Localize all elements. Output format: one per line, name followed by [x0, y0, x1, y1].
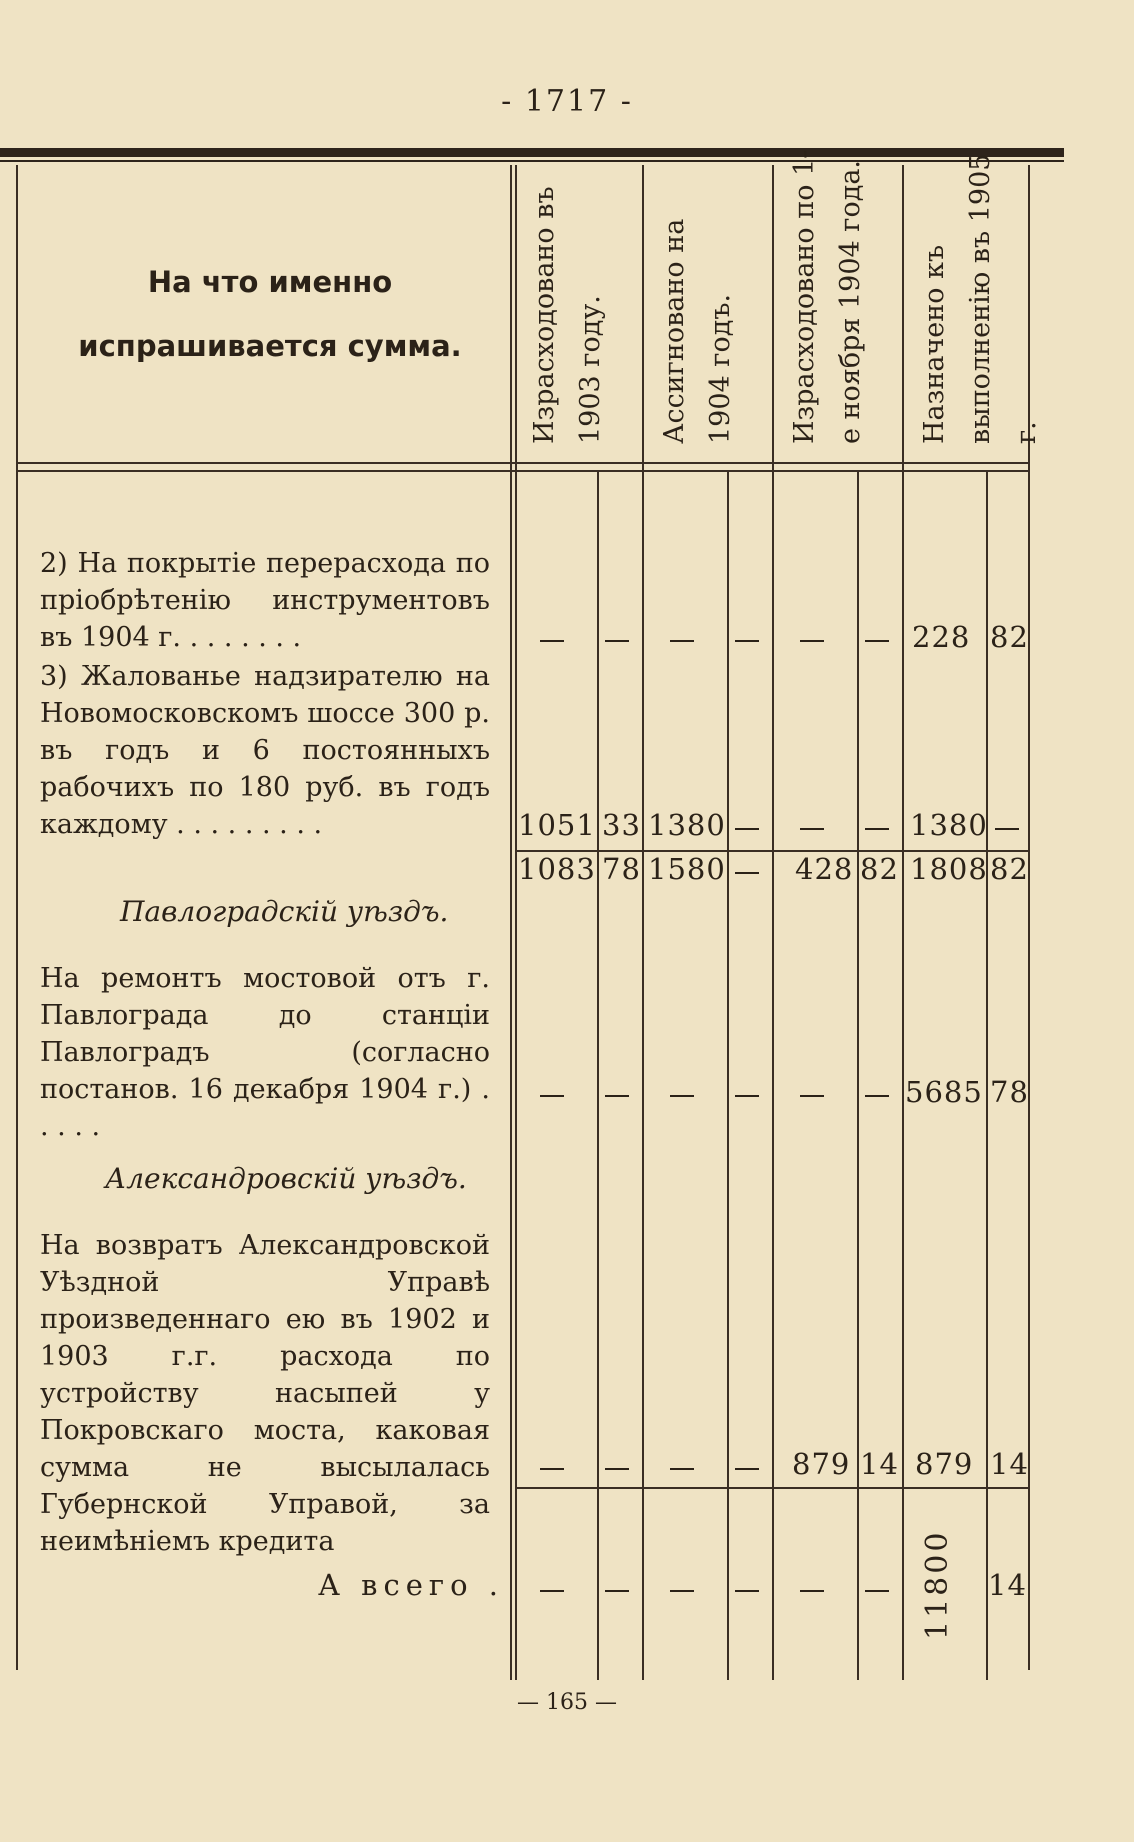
header-rule: [16, 462, 1028, 464]
section-title-pavlograd: Павлоградскій уѣздъ.: [120, 895, 449, 928]
page-number: - 1717 -: [501, 84, 633, 119]
dash: [735, 828, 759, 830]
cell-grand-total-rub: 11800: [920, 1529, 955, 1640]
cell-value: 879: [915, 1447, 974, 1481]
cell-subtotal: 428: [795, 852, 854, 886]
dash: [865, 1590, 889, 1592]
column-header-1904-assigned: Ассигновано на 1904 годъ.: [659, 218, 736, 444]
dash: [670, 1590, 694, 1592]
dash: [800, 1095, 824, 1097]
row-pavlograd: На ремонтъ мостовой отъ г. Павлограда до станціи Павлоградъ (согласно постанов. 16 декабря 1904 г.) . . . . .: [40, 963, 490, 1142]
cell-value: 82: [990, 620, 1029, 654]
cell-value: 1380: [910, 808, 988, 842]
cell-subtotal: 1580: [648, 852, 726, 886]
column-header-1904-spent: Израсходовано по 1-е ноября 1904 года.: [789, 149, 866, 444]
dash: [800, 828, 824, 830]
cell-value: 78: [990, 1075, 1029, 1109]
dash: [670, 640, 694, 642]
cell-value: 1380: [648, 808, 726, 842]
header-rule: [16, 470, 1028, 472]
grand-total-label: А всего .: [318, 1568, 505, 1602]
kopek-divider: [597, 470, 599, 1680]
cell-subtotal: 82: [990, 852, 1029, 886]
cell-value: 1051: [518, 808, 596, 842]
cell-subtotal: 78: [602, 852, 641, 886]
cell-value: 228: [912, 620, 971, 654]
table-left-border: [16, 165, 18, 1670]
dash: [735, 1590, 759, 1592]
dash: [735, 1095, 759, 1097]
dash: [735, 1468, 759, 1470]
dash: [605, 1468, 629, 1470]
column-divider: [510, 165, 512, 1680]
cell-value: 879: [792, 1447, 851, 1481]
section-rule: [515, 1487, 1028, 1489]
cell-grand-total-kop: 14: [988, 1568, 1027, 1602]
dash: [995, 828, 1019, 830]
column-header-1905: Назначено къ выполненію въ 1905 г.: [919, 153, 1042, 444]
dash: [735, 872, 759, 874]
kopek-divider: [986, 470, 988, 1680]
cell-value: 33: [602, 808, 641, 842]
dash: [735, 640, 759, 642]
dash: [605, 1590, 629, 1592]
dash: [800, 640, 824, 642]
cell-subtotal: 82: [860, 852, 899, 886]
cell-subtotal: 1808: [910, 852, 988, 886]
dash: [540, 1095, 564, 1097]
footer-page-number: — 165 —: [517, 1690, 617, 1715]
dash: [865, 1095, 889, 1097]
dash: [540, 1468, 564, 1470]
row-instruments: 2) На покрытіе перерасхода по пріобрѣтенію инструментовъ въ 1904 г. . . . . . . .: [40, 548, 490, 653]
column-divider: [515, 165, 517, 1680]
dash: [540, 1590, 564, 1592]
cell-subtotal: 1083: [518, 852, 596, 886]
kopek-divider: [727, 470, 729, 1680]
dash: [865, 828, 889, 830]
cell-value: 5685: [905, 1075, 983, 1109]
dash: [670, 1468, 694, 1470]
kopek-divider: [857, 470, 859, 1680]
dash: [605, 1095, 629, 1097]
cell-value: 14: [990, 1447, 1029, 1481]
cell-value: 14: [860, 1447, 899, 1481]
column-header-1903: Израсходовано въ 1903 году.: [529, 186, 606, 444]
dash: [670, 1095, 694, 1097]
dash: [540, 640, 564, 642]
dash: [605, 640, 629, 642]
header-title: На что именно испрашивается сумма.: [78, 265, 462, 363]
section-title-alexandrov: Александровскій уѣздъ.: [105, 1162, 467, 1195]
row-salary: 3) Жалованье надзирателю на Новомосковскомъ шоссе 300 р. въ годъ и 6 постоянныхъ рабочихъ по 180 руб. въ годъ каждому . . . . . . . . .: [40, 661, 490, 840]
dash: [800, 1590, 824, 1592]
row-alexandrov: На возвратъ Александровской Уѣздной Управѣ произведеннаго ею въ 1902 и 1903 г.г. расхода по устройству насыпей у Покровскаго моста, каковая сумма не высылалась Губернской Управой, за неимѣніемъ кредита: [40, 1230, 490, 1557]
dash: [865, 640, 889, 642]
